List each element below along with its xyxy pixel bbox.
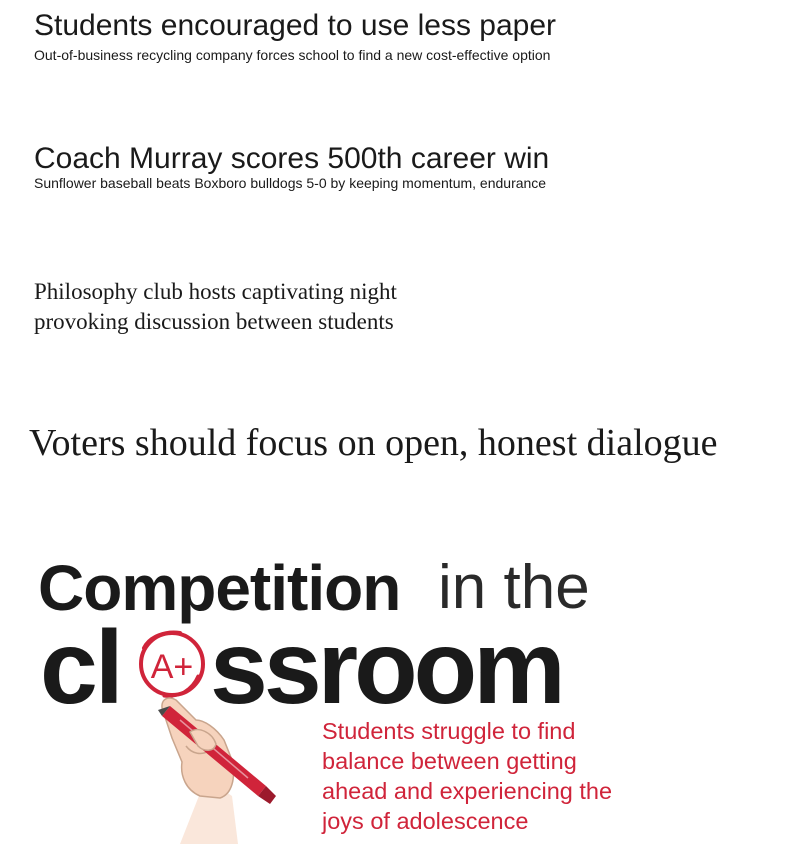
subhead-coach: Sunflower baseball beats Boxboro bulldogs 5-0 by keeping momentum, endurance [34, 175, 547, 191]
headline-voters: Voters should focus on open, honest dialogue [29, 422, 718, 464]
grade-mark-text: A+ [150, 648, 194, 686]
headline-recycling: Students encouraged to use less paper [34, 9, 557, 42]
headline-philosophy: Philosophy club hosts captivating night provoking discussion between students [34, 279, 397, 334]
feature-title-light: in the [438, 553, 590, 622]
headline-coach: Coach Murray scores 500th career win [34, 142, 550, 175]
grade-circle-icon [141, 633, 203, 697]
feature-dek: Students struggle to find balance between getting ahead and experiencing the joys of adolescence [322, 718, 613, 834]
feature-word-end: ssroom [210, 610, 562, 726]
feature-title-bold: Competition [38, 552, 401, 624]
subhead-recycling: Out-of-business recycling company forces school to find a new cost-effective option [34, 47, 551, 63]
feature-word-start: cl [40, 610, 121, 726]
